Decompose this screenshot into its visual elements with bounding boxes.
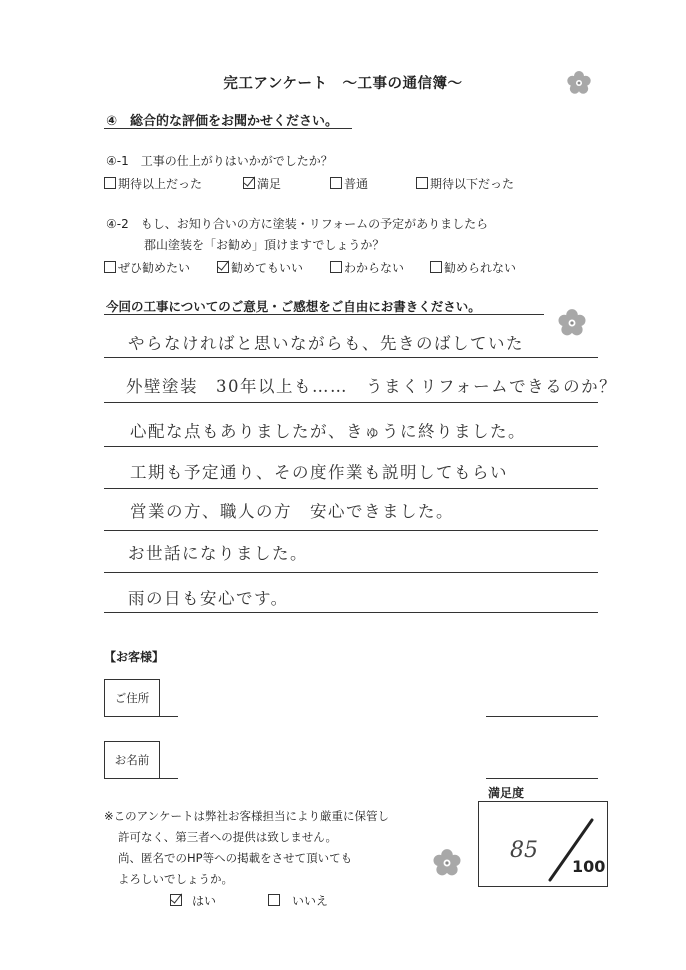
customer-heading: 【お客様】 bbox=[104, 650, 165, 664]
writing-rule bbox=[104, 530, 598, 531]
q2-option[interactable]: わからない bbox=[330, 259, 404, 276]
notice-line: よろしいでしょうか。 bbox=[118, 872, 233, 886]
checkbox-checked[interactable] bbox=[170, 894, 182, 906]
comment-line: やらなければと思いながらも、先きのばしていた bbox=[128, 334, 524, 353]
q1-option[interactable]: 期待以上だった bbox=[104, 175, 202, 192]
notice-line: 尚、匿名でのHP等への掲載をさせて頂いても bbox=[118, 851, 353, 865]
question-4-1: ④-1 工事の仕上がりはいかがでしたか？ bbox=[106, 154, 333, 168]
writing-rule bbox=[104, 488, 598, 489]
checkbox[interactable] bbox=[416, 177, 428, 189]
q2-options bbox=[104, 259, 584, 275]
consent-yes[interactable]: はい bbox=[170, 892, 216, 909]
q2-option[interactable]: 勧められない bbox=[430, 259, 516, 276]
writing-rule bbox=[104, 612, 598, 613]
sakura-flower-icon bbox=[557, 308, 587, 338]
comment-line: 心配な点もありましたが、きゅうに終りました。 bbox=[130, 422, 526, 441]
name-label-box bbox=[104, 741, 160, 779]
checkbox-checked[interactable] bbox=[243, 177, 255, 189]
address-label: ご住所 bbox=[114, 691, 150, 705]
checkbox[interactable] bbox=[104, 261, 116, 273]
checkbox[interactable] bbox=[430, 261, 442, 273]
address-line[interactable] bbox=[486, 716, 598, 717]
q2-option[interactable]: 勧めてもいい bbox=[217, 259, 303, 276]
question-4-2-line1: ④-2 もし、お知り合いの方に塗装・リフォームの予定がありましたら bbox=[106, 217, 489, 231]
checkbox[interactable] bbox=[268, 894, 280, 906]
checkbox[interactable] bbox=[330, 177, 342, 189]
comment-line: お世話になりました。 bbox=[128, 544, 308, 563]
sakura-flower-icon bbox=[432, 848, 462, 878]
q1-options bbox=[104, 175, 584, 191]
checkbox[interactable] bbox=[330, 261, 342, 273]
q1-option[interactable]: 期待以下だった bbox=[416, 175, 514, 192]
writing-rule bbox=[104, 572, 598, 573]
name-line[interactable] bbox=[160, 778, 178, 779]
writing-rule bbox=[104, 357, 598, 358]
heading-underline bbox=[104, 128, 352, 129]
notice-line: ※このアンケートは弊社お客様担当により厳重に保管し bbox=[104, 809, 389, 823]
page-title: 完工アンケート ～工事の通信簿～ bbox=[223, 76, 463, 92]
comment-line: 工期も予定通り、その度作業も説明してもらい bbox=[130, 463, 508, 482]
writing-rule bbox=[104, 446, 598, 447]
name-label: お名前 bbox=[114, 753, 150, 767]
question-4-2-line2: 郡山塗装を「お勧め」頂けますでしょうか？ bbox=[144, 238, 385, 252]
checkbox-checked[interactable] bbox=[217, 261, 229, 273]
name-line[interactable] bbox=[486, 778, 598, 779]
satisfaction-max: 100 bbox=[572, 857, 606, 876]
comment-line: 外壁塗装 30年以上も…… うまくリフォームできるのか？ bbox=[126, 377, 618, 396]
consent-no[interactable]: いいえ bbox=[268, 892, 328, 909]
section-heading: ④ 総合的な評価をお聞かせください。 bbox=[106, 114, 339, 129]
address-line[interactable] bbox=[160, 716, 178, 717]
comment-line: 営業の方、職人の方 安心できました。 bbox=[130, 502, 454, 521]
sakura-flower-icon bbox=[566, 70, 592, 96]
q1-option[interactable]: 普通 bbox=[330, 175, 368, 192]
checkbox[interactable] bbox=[104, 177, 116, 189]
writing-rule bbox=[104, 402, 598, 403]
comments-heading-underline bbox=[104, 314, 544, 315]
q1-option[interactable]: 満足 bbox=[243, 175, 281, 192]
satisfaction-label: 満足度 bbox=[488, 786, 525, 800]
notice-line: 許可なく、第三者への提供は致しません。 bbox=[118, 830, 337, 844]
address-label-box bbox=[104, 679, 160, 717]
q2-option[interactable]: ぜひ勧めたい bbox=[104, 259, 190, 276]
comment-line: 雨の日も安心です。 bbox=[128, 589, 289, 608]
satisfaction-score: 85 bbox=[510, 838, 538, 863]
comments-heading: 今回の工事についてのご意見・ご感想をご自由にお書きください。 bbox=[106, 299, 481, 314]
